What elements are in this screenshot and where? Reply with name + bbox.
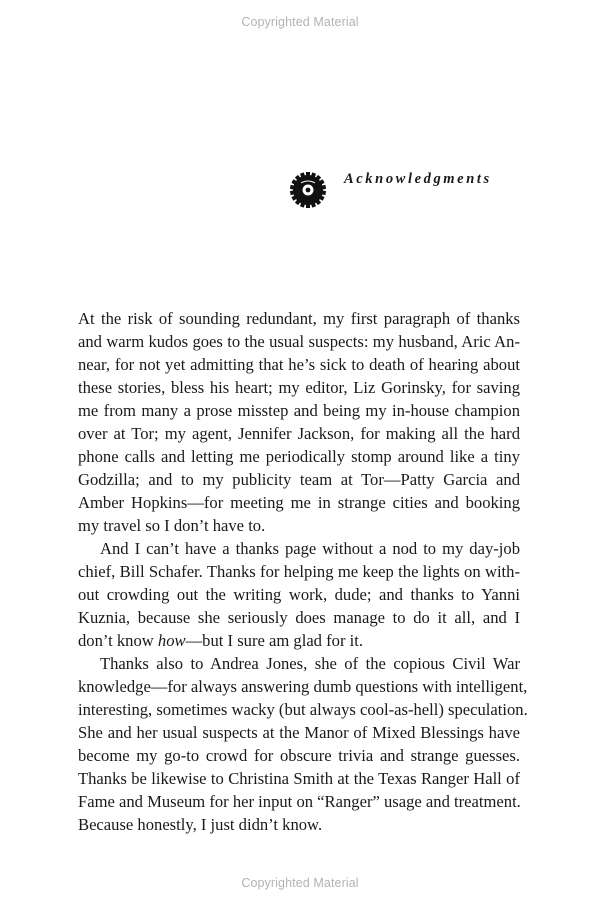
text-line: At the risk of sounding redundant, my first paragraph of thanks <box>78 309 520 328</box>
text-run: —but I sure am glad for it. <box>185 631 363 650</box>
text-line: And I can’t have a thanks page without a nod to my day-job <box>100 539 520 558</box>
text-line: interesting, sometimes wacky (but always cool-as-hell) speculation. <box>78 700 528 719</box>
text-line: Thanks also to Andrea Jones, she of the copious Civil War <box>100 654 520 673</box>
text-line <box>78 629 520 652</box>
text-line: these stories, bless his heart; my editor, Liz Gorinsky, for saving <box>78 378 520 397</box>
text-line: Fame and Museum for her input on “Ranger” usage and treatment. <box>78 792 521 811</box>
text-line: my travel so I don’t have to. <box>78 516 266 535</box>
text-line: and warm kudos goes to the usual suspects: my husband, Aric An- <box>78 332 520 351</box>
text-line: Kuznia, because she seriously does manage to do it all, and I <box>78 608 520 627</box>
text-line: phone calls and letting me periodically stomp around like a tiny <box>78 447 520 466</box>
page-title: Acknowledgments <box>344 170 492 187</box>
text-line: knowledge—for always answering dumb questions with intelligent, <box>78 677 528 696</box>
text-line: Godzilla; and to my publicity team at Tor—Patty Garcia and <box>78 470 520 489</box>
emphasis: how <box>157 631 186 650</box>
text-line: out crowding out the writing work, dude; and thanks to Yanni <box>78 585 520 604</box>
paragraph <box>78 537 520 652</box>
text-line: over at Tor; my agent, Jennifer Jackson, for making all the hard <box>78 424 520 443</box>
gear-icon <box>288 170 328 210</box>
text-line: She and her usual suspects at the Manor of Mixed Blessings have <box>78 723 520 742</box>
paragraph <box>78 652 528 836</box>
text-line: Thanks be likewise to Christina Smith at the Texas Ranger Hall of <box>78 769 520 788</box>
text-line: chief, Bill Schafer. Thanks for helping me keep the lights on with- <box>78 562 520 581</box>
paragraph <box>78 307 520 537</box>
text-line: become my go-to crowd for obscure trivia and strange guesses. <box>78 746 520 765</box>
chapter-heading <box>288 168 492 212</box>
text-run: don’t know <box>78 631 158 650</box>
copyright-watermark-top: Copyrighted Material <box>241 15 359 29</box>
copyright-watermark-bottom: Copyrighted Material <box>241 876 359 890</box>
text-line: Amber Hopkins—for meeting me in strange cities and booking <box>78 493 520 512</box>
acknowledgments-body <box>78 307 528 836</box>
text-line: me from many a prose misstep and being my in-house champion <box>78 401 520 420</box>
text-line: Because honestly, I just didn’t know. <box>78 815 323 834</box>
text-line: near, for not yet admitting that he’s sick to death of hearing about <box>78 355 520 374</box>
